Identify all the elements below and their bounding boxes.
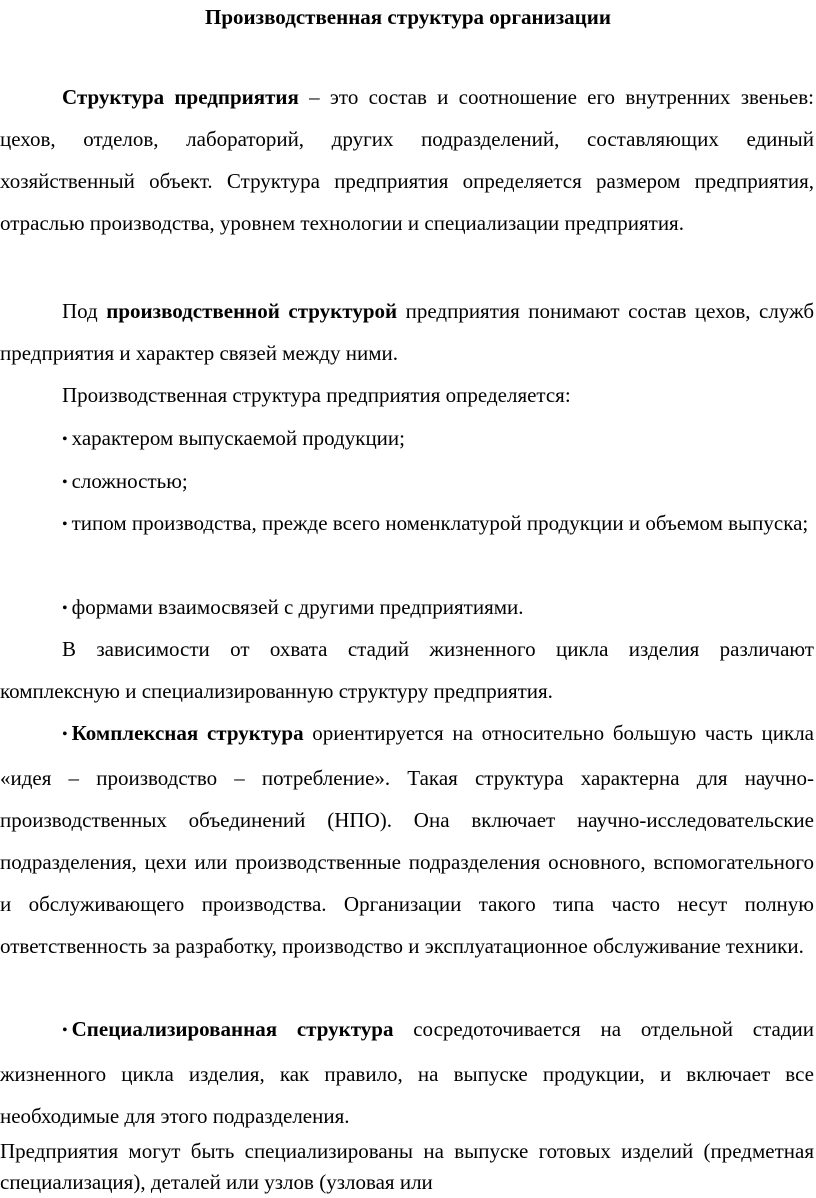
bullet-text: характером выпускаемой продукции;: [71, 426, 405, 450]
document-title: Производственная структура организации: [205, 5, 611, 29]
paragraph-structure-definition: [0, 76, 814, 244]
bullet-icon: [62, 469, 72, 493]
paragraph-determined-by: Производственная структура предприятия определяется:: [62, 383, 571, 407]
paragraph-complex-structure: [0, 712, 814, 967]
bullet-text: формами взаимосвязей с другими предприятиями.: [71, 595, 524, 619]
paragraph-lead: Под: [62, 299, 107, 323]
term-structure: Структура предприятия: [62, 85, 299, 109]
bullet-icon: [62, 1017, 72, 1041]
bullet-text: сложностью;: [71, 469, 188, 493]
bullet-icon: [62, 595, 72, 619]
paragraph-specialization: Предприятия могут быть специализированы на выпуске готовых изделий (предметная специализация), деталей или узлов (узловая или: [0, 1139, 814, 1194]
paragraph-text: сосредоточивается на отдельной стадии жизненного цикла изделия, как правило, на выпуске продукции, и включает все необходимые для этого подразделения.: [0, 1017, 814, 1128]
bullet-item: [0, 460, 814, 505]
term-complex-structure: Комплексная структура: [71, 721, 304, 745]
bullet-item: [0, 417, 814, 462]
paragraph-lifecycle: В зависимости от охвата стадий жизненного цикла изделия различают комплексную и специализированную структуру предприятия.: [0, 637, 814, 703]
bullet-icon: [62, 511, 72, 535]
bullet-icon: [62, 426, 72, 450]
term-specialized-structure: Специализированная структура: [71, 1017, 394, 1041]
paragraph-text: предприятия понимают состав цехов, служб предприятия и характер связей между ними.: [0, 299, 815, 365]
paragraph-text: – это состав и соотношение его внутренних звеньев: цехов, отделов, лабораторий, других подразделений, составляющих единый хозяйственный объект. Структура предприятия определяется размером предприятия, отраслью производства, уровнем технологии и специализации предприятия.: [0, 85, 814, 235]
bullet-text: типом производства, прежде всего номенклатурой продукции и объемом выпуска;: [71, 511, 809, 535]
paragraph-specialized-structure: [0, 1008, 814, 1137]
paragraph-production-structure: [0, 290, 814, 374]
bullet-item: [0, 586, 814, 631]
term-production-structure: производственной структурой: [106, 299, 398, 323]
paragraph-text: ориентируется на относительно большую часть цикла «идея – производство – потребление». Такая структура характерна для научно-производственных объединений (НПО). Она включает научно-исследовательские подразделения, цехи или производственные подразделения основного, вспомогательного и обслуживающего производства. Организации такого типа часто несут полную ответственность за разработку, производство и эксплуатационное обслуживание техники.: [0, 721, 814, 958]
bullet-item: [0, 502, 814, 547]
bullet-icon: [62, 721, 72, 745]
